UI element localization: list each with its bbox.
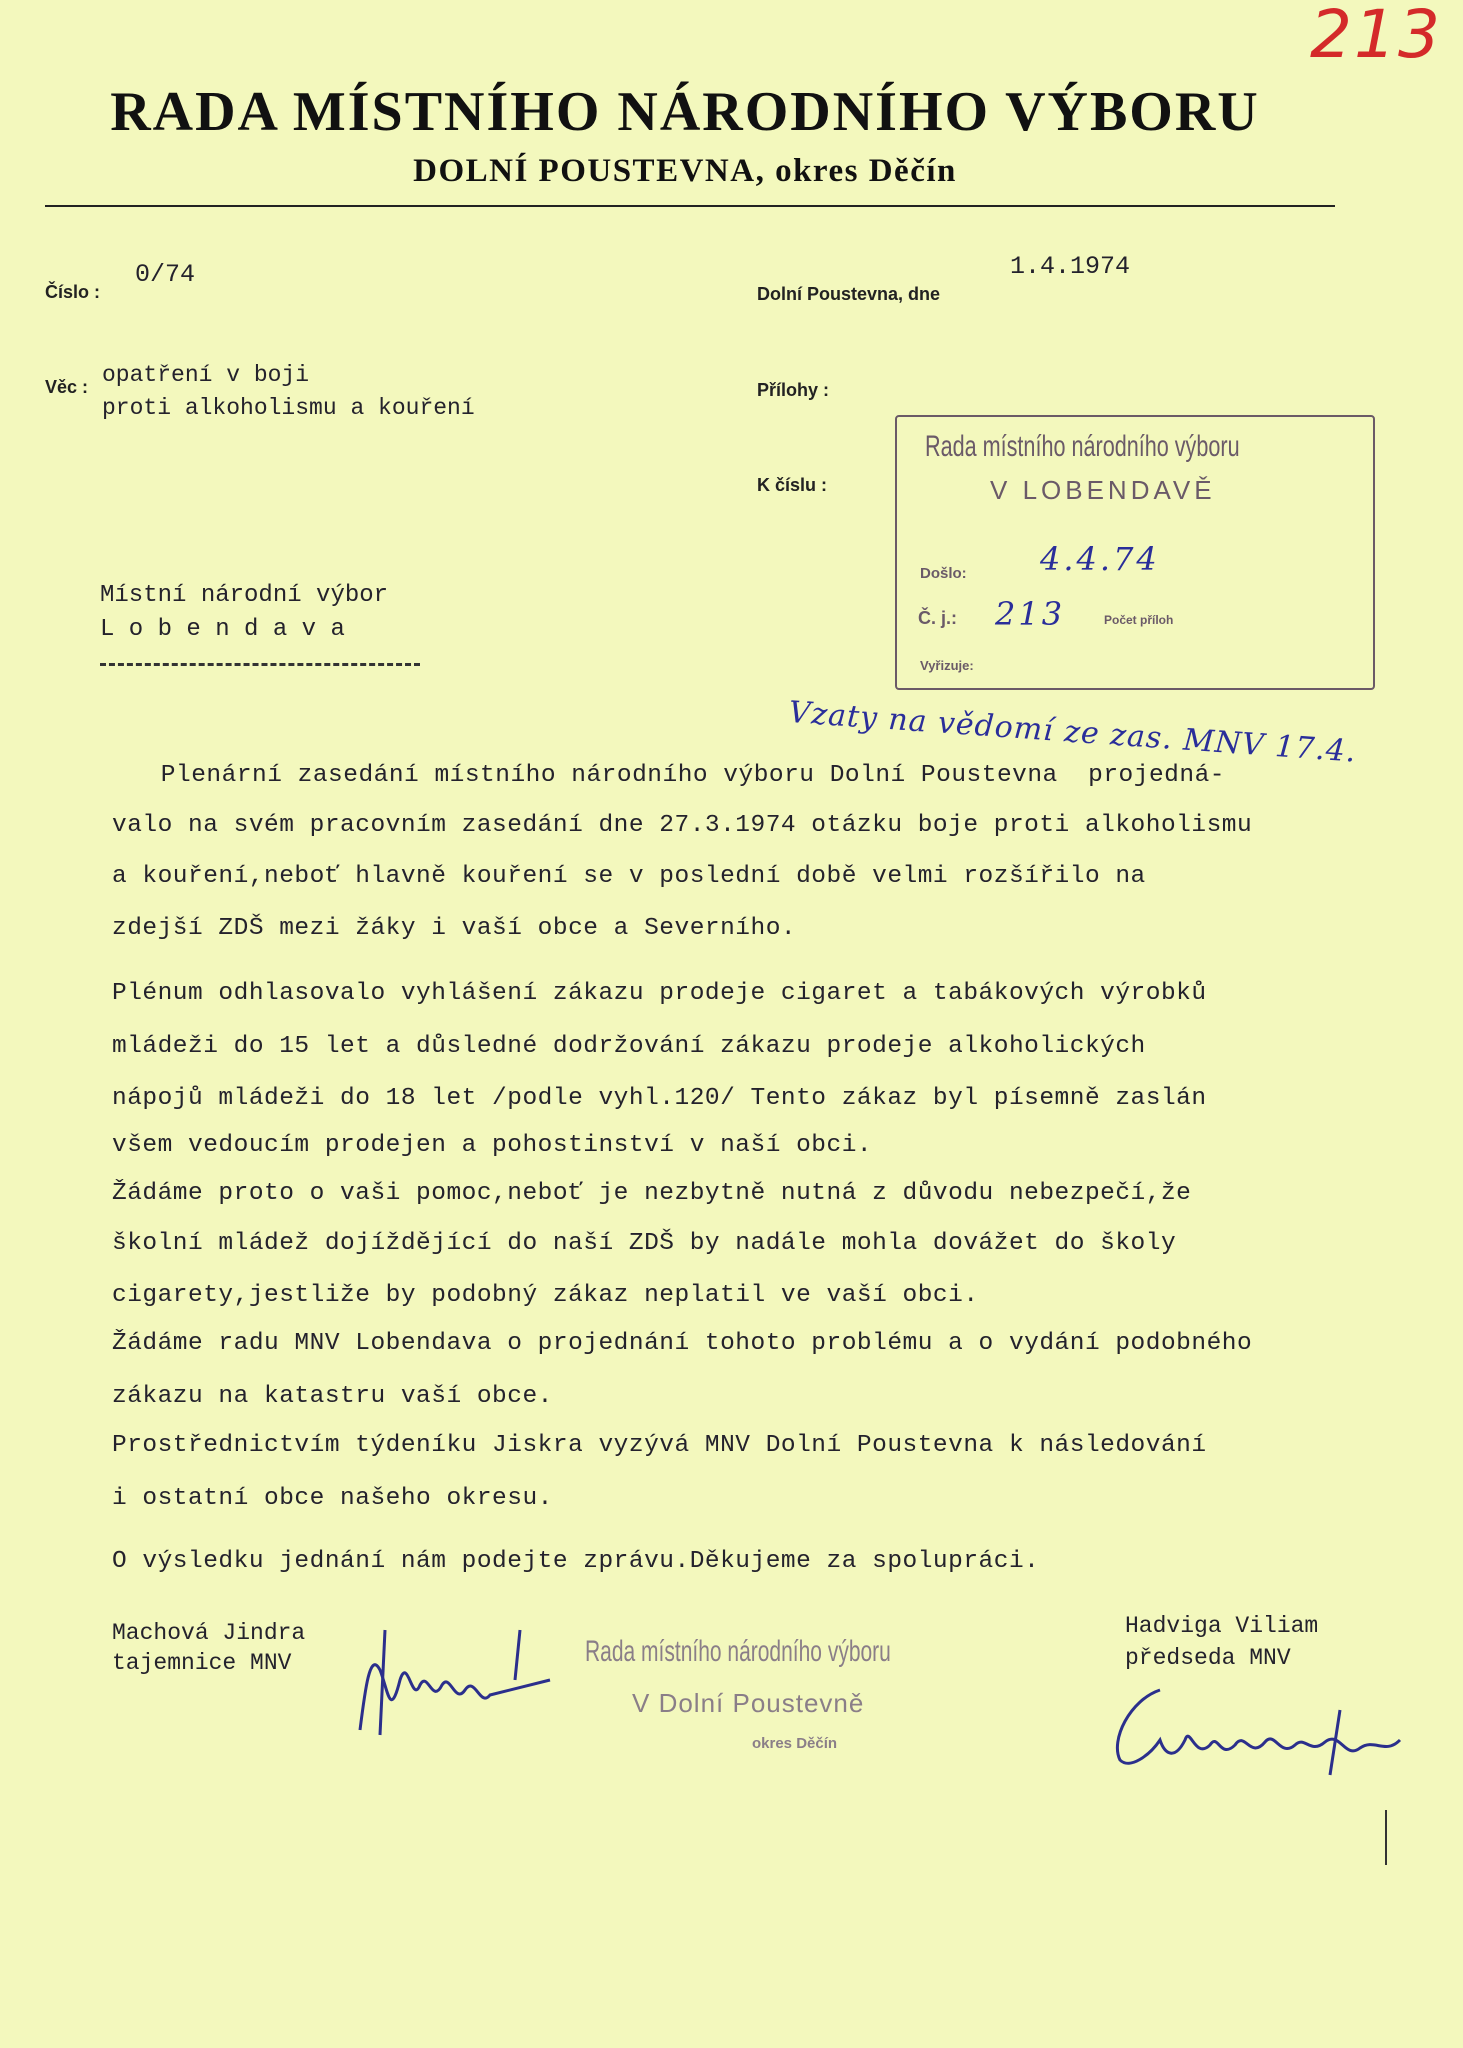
right-signatory-name: Hadviga Viliam [1125, 1613, 1319, 1639]
handwritten-note: Vzaty na vědomí ze zas. MNV 17.4. [787, 695, 1358, 770]
recipient-line-1: Místní národní výbor [100, 582, 389, 609]
stamp-line-1: Rada místního národního výboru [925, 430, 1240, 463]
registry-number-handwritten: 213 [1310, 0, 1442, 73]
stamp-dosto-value: 4.4.74 [1040, 540, 1160, 578]
body-line: Prostřednictvím týdeníku Jiskra vyzývá MNV Dolní Poustevna k následování [112, 1432, 1207, 1459]
k-cislu-label: K číslu : [757, 475, 828, 495]
stamp-cj-value: 213 [995, 595, 1066, 633]
margin-mark [1385, 1810, 1387, 1865]
date-value: 1.4.1974 [1010, 252, 1131, 281]
cislo-value: 0/74 [135, 260, 196, 289]
body-line: Plenární zasedání místního národního výboru Dolní Poustevna projedná- [100, 762, 1225, 789]
body-line: zdejší ZDŠ mezi žáky i vaší obce a Severního. [112, 915, 797, 942]
bottom-stamp-line-3: okres Děčín [752, 1735, 838, 1752]
right-signatory-role: předseda MNV [1125, 1645, 1291, 1671]
body-line: Žádáme proto o vaši pomoc,neboť je nezbytně nutná z důvodu nebezpečí,že [112, 1180, 1192, 1207]
left-signature [340, 1610, 580, 1750]
vec-line-1: opatření v boji [102, 362, 310, 388]
right-signature [1100, 1670, 1430, 1780]
stamp-cj-label: Č. j.: [918, 608, 957, 628]
body-line: Plénum odhlasovalo vyhlášení zákazu prodeje cigaret a tabákových výrobků [112, 980, 1207, 1007]
body-line: školní mládež dojíždějící do naší ZDŠ by nadále mohla dovážet do školy [112, 1230, 1177, 1257]
body-line: Žádáme radu MNV Lobendava o projednání tohoto problému a o vydání podobného [112, 1330, 1253, 1357]
body-line: O výsledku jednání nám podejte zprávu.Děkujeme za spolupráci. [112, 1548, 1040, 1575]
body-line: i ostatní obce našeho okresu. [112, 1485, 553, 1512]
left-signatory-name: Machová Jindra [112, 1620, 306, 1646]
body-line: zákazu na katastru vaší obce. [112, 1383, 553, 1410]
stamp-dosto-label: Došlo: [920, 565, 967, 582]
recipient-line-2: L o b e n d a v a [100, 616, 345, 643]
body-line: a kouření,neboť hlavně kouření se v poslední době velmi rozšířilo na [112, 863, 1146, 890]
bottom-stamp-line-1: Rada místního národního výboru [585, 1635, 891, 1668]
stamp-vyrizuje-label: Vyřizuje: [920, 658, 974, 673]
body-line: mládeži do 15 let a důsledné dodržování zákazu prodeje alkoholických [112, 1033, 1146, 1060]
letterhead-rule [45, 205, 1335, 207]
letterhead-title: RADA MÍSTNÍHO NÁRODNÍHO VÝBORU [110, 81, 1260, 143]
vec-label: Věc : [45, 377, 89, 397]
body-line: cigarety,jestliže by podobný zákaz neplatil ve vaší obci. [112, 1282, 979, 1309]
stamp-line-2: V LOBENDAVĚ [990, 475, 1216, 505]
body-line: nápojů mládeži do 18 let /podle vyhl.120/ Tento zákaz byl písemně zaslán [112, 1085, 1207, 1112]
cislo-label: Číslo : [45, 282, 101, 302]
vec-line-2: proti alkoholismu a kouření [102, 395, 475, 421]
left-signatory-role: tajemnice MNV [112, 1650, 292, 1676]
place-date-label: Dolní Poustevna, dne [757, 284, 941, 304]
recipient-underline [100, 663, 420, 666]
body-line: všem vedoucím prodejen a pohostinství v naší obci. [112, 1132, 873, 1159]
body-line: valo na svém pracovním zasedání dne 27.3.1974 otázku boje proti alkoholismu [112, 812, 1253, 839]
prilohy-label: Přílohy : [757, 380, 830, 400]
bottom-stamp-line-2: V Dolní Poustevně [632, 1688, 865, 1718]
letterhead-subtitle: DOLNÍ POUSTEVNA, okres Děčín [413, 153, 957, 189]
stamp-pocet-label: Počet příloh [1104, 613, 1174, 627]
